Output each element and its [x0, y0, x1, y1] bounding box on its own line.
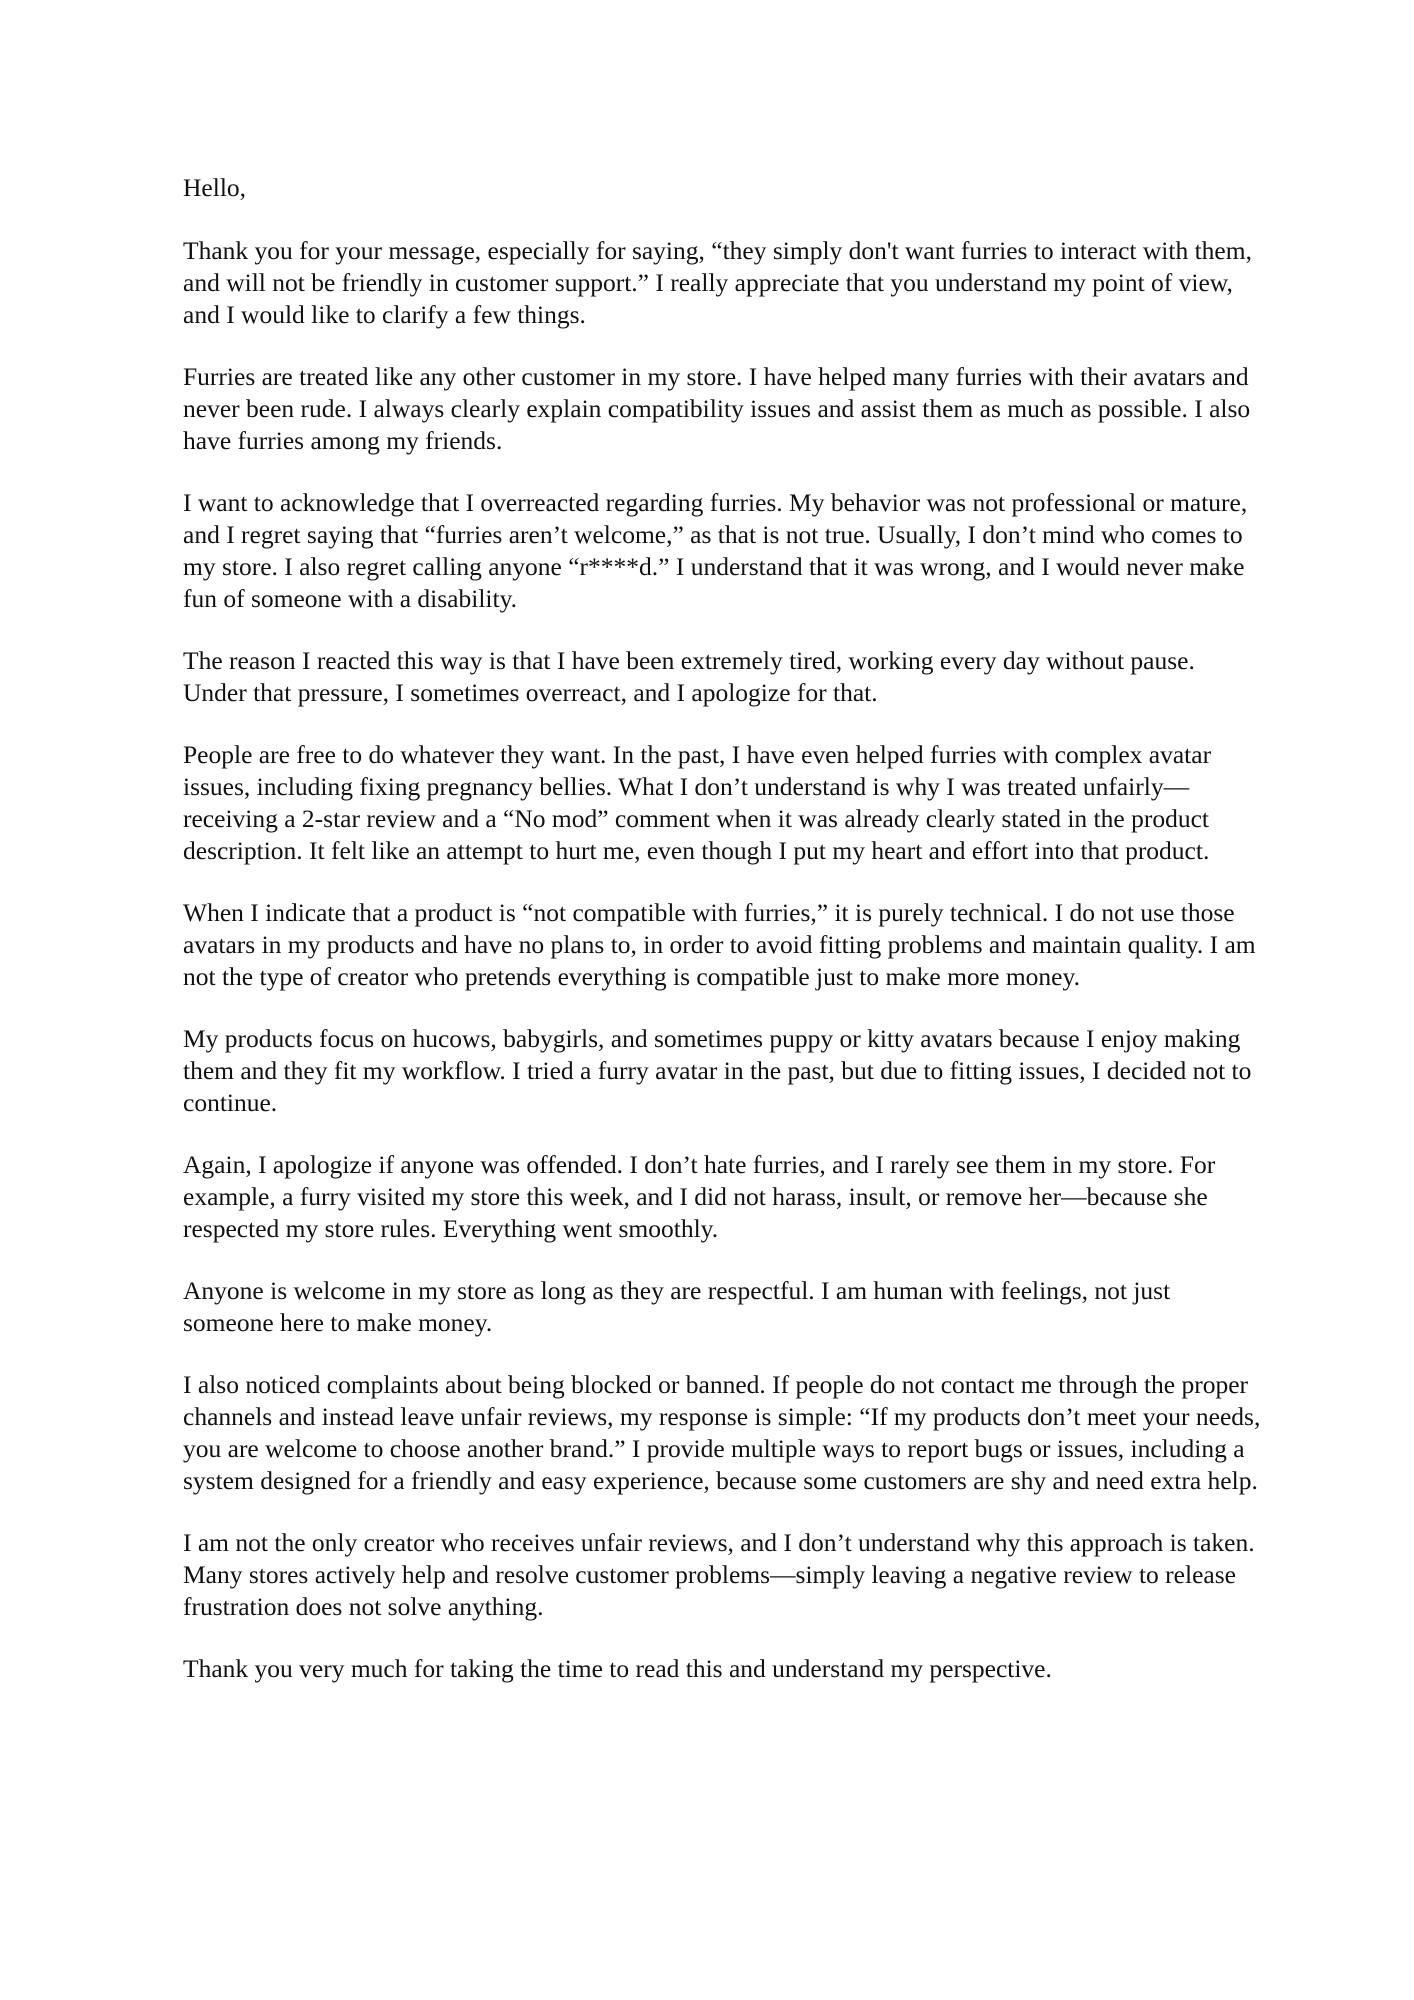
paragraph-10: I also noticed complaints about being blocked or banned. If people do not contact me through the proper channels and instead leave unfair reviews, my response is simple: “If my products don’t meet your needs, you are welcome to choose another brand.” I provide multiple ways to report bugs or issues, including a system designed for a friendly and easy experience, because some customers are shy and need extra help.: [183, 1370, 1261, 1495]
paragraph-3: I want to acknowledge that I overreacted regarding furries. My behavior was not professional or mature, and I regret saying that “furries aren’t welcome,” as that is not true. Usually, I don’t mind who comes to my store. I also regret calling anyone “r****d.” I understand that it was wrong, and I would never make fun of someone with a disability.: [183, 488, 1248, 613]
paragraph-7: My products focus on hucows, babygirls, and sometimes puppy or kitty avatars because I enjoy making them and they fit my workflow. I tried a furry avatar in the past, but due to fitting issues, I decided not to continue.: [183, 1024, 1252, 1117]
paragraph-9: Anyone is welcome in my store as long as they are respectful. I am human with feelings, not just someone here to make money.: [183, 1276, 1171, 1337]
paragraph-1: Thank you for your message, especially for saying, “they simply don't want furries to interact with them, and will not be friendly in customer support.” I really appreciate that you understand my point of view, and I would like to clarify a few things.: [183, 236, 1252, 329]
paragraph-8: Again, I apologize if anyone was offended. I don’t hate furries, and I rarely see them in my store. For example, a furry visited my store this week, and I did not harass, insult, or remove her—because she respected my store rules. Everything went smoothly.: [183, 1150, 1216, 1243]
paragraph-5: People are free to do whatever they want. In the past, I have even helped furries with complex avatar issues, including fixing pregnancy bellies. What I don’t understand is why I was treated unfairly—receiving a 2-star review and a “No mod” comment when it was already clearly stated in the product description. It felt like an attempt to hurt me, even though I put my heart and effort into that product.: [183, 740, 1212, 865]
letter-body: [183, 172, 1263, 1715]
paragraph-2: Furries are treated like any other customer in my store. I have helped many furries with their avatars and never been rude. I always clearly explain compatibility issues and assist them as much as possible. I also have furries among my friends.: [183, 362, 1251, 455]
greeting: Hello,: [183, 173, 247, 202]
paragraph-4: The reason I reacted this way is that I have been extremely tired, working every day without pause. Under that pressure, I sometimes overreact, and I apologize for that.: [183, 646, 1195, 707]
closing-paragraph: Thank you very much for taking the time to read this and understand my perspective.: [183, 1654, 1052, 1683]
paragraph-11: I am not the only creator who receives unfair reviews, and I don’t understand why this approach is taken. Many stores actively help and resolve customer problems—simply leaving a negative review to release frustration does not solve anything.: [183, 1528, 1255, 1621]
paragraph-6: When I indicate that a product is “not compatible with furries,” it is purely technical. I do not use those avatars in my products and have no plans to, in order to avoid fitting problems and maintain quality. I am not the type of creator who pretends everything is compatible just to make more money.: [183, 898, 1256, 991]
